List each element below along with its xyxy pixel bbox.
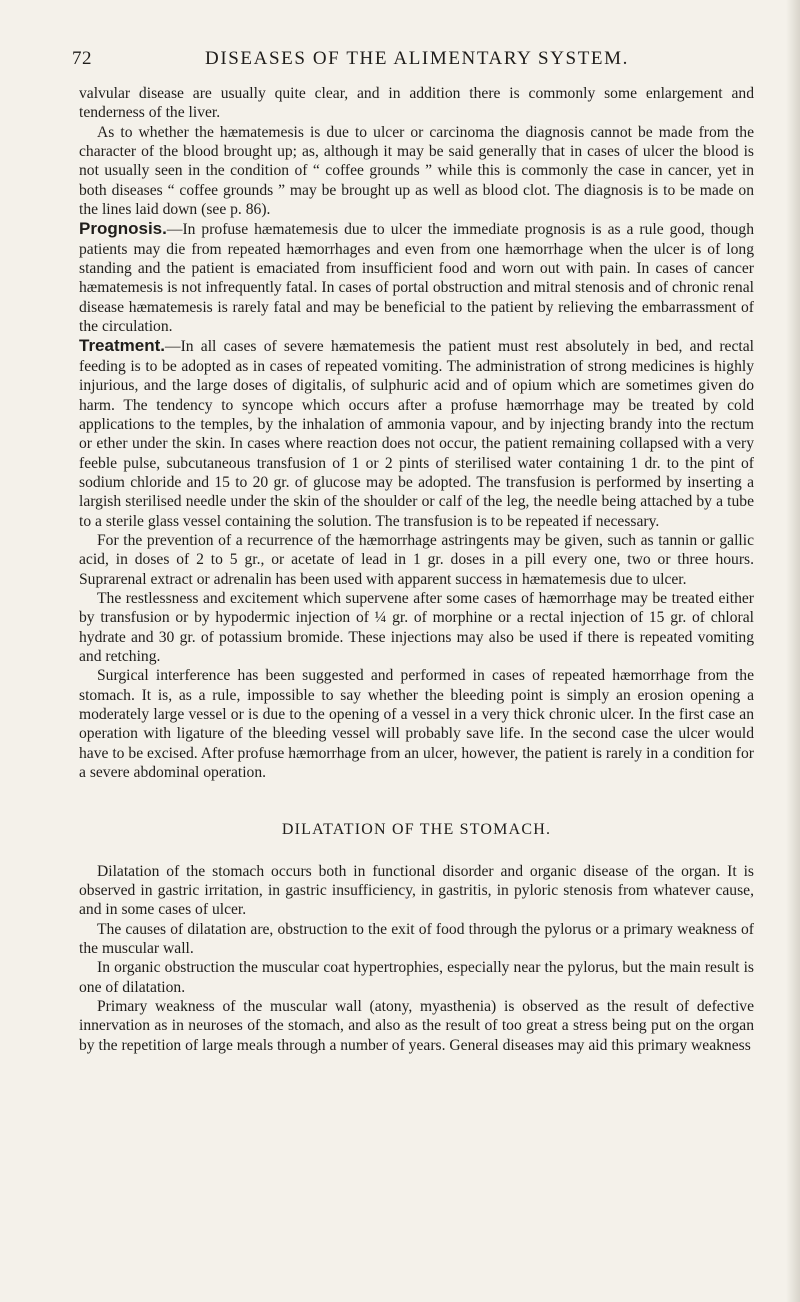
page-edge-shadow bbox=[786, 0, 800, 1302]
body-text bbox=[79, 84, 754, 1055]
paragraph-prevention: For the prevention of a recurrence of the hæmorrhage astringents may be given, such as tannin or gallic acid, in doses of 2 to 5 gr., or acetate of lead in 1 gr. doses in a pill every one, two or three hours. Suprarenal extract or adrenalin has been used with apparent success in hæmatemesis due to ulcer. bbox=[79, 531, 754, 588]
treatment-heading: Treatment. bbox=[79, 336, 165, 356]
paragraph-primary-weakness: Primary weakness of the muscular wall (atony, myasthenia) is observed as the result of defective innervation as in neuroses of the stomach, and also as the result of too great a stress being put on the organ by the repetition of large meals through a number of years. General diseases may aid this primary weakness bbox=[79, 998, 754, 1054]
paragraph-dilatation-occurrence: Dilatation of the stomach occurs both in functional disorder and organic disease of the organ. It is observed in gastric irritation, in gastric insufficiency, in gastritis, in pyloric stenosis from whatever cause, and in some cases of ulcer. bbox=[79, 862, 754, 919]
prognosis-text: —In profuse hæmatemesis due to ulcer the immediate prognosis is as a rule good, though patients may die from repeated hæmorrhages and even from one hæmorrhage when the ulcer is of long standing and the patient is emaciated from insufficient food and worn out with pain. In cases of cancer hæmatemesis is not infrequently fatal. In cases of portal obstruction and mitral stenosis and of chronic renal disease hæmatemesis is rarely fatal and may be beneficial to the patient by relieving the embarrassment of the circulation. bbox=[79, 221, 754, 336]
paragraph-surgical: Surgical interference has been suggested and performed in cases of repeated hæmorrhage from the stomach. It is, as a rule, impossible to say whether the bleeding point is simply an erosion opening a moderately large vessel or is due to the opening of a vessel in a very thick chronic ulcer. In the first case an operation with ligature of the bleeding vessel will probably save life. In the second case the ulcer would have to be excised. After profuse hæmorrhage from an ulcer, however, the patient is rarely in a condition for a severe abdominal operation. bbox=[79, 667, 754, 782]
paragraph-dilatation-causes: The causes of dilatation are, obstruction to the exit of food through the pylorus or a primary weakness of the muscular wall. bbox=[79, 920, 754, 958]
section-title: DILATATION OF THE STOMACH. bbox=[281, 821, 552, 839]
page-number: 72 bbox=[72, 48, 92, 69]
paragraph-prognosis bbox=[79, 219, 754, 336]
paragraph-organic-obstruction: In organic obstruction the muscular coat hypertrophies, especially near the pylorus, but the main result is one of dilatation. bbox=[79, 959, 754, 996]
paragraph-treatment bbox=[79, 336, 754, 530]
paragraph-diagnosis: As to whether the hæmatemesis is due to ulcer or carcinoma the diagnosis cannot be made from the character of the blood brought up; as, although it may be said generally that in cases of ulcer the blood is not usually seen in the condition of “ coffee grounds ” while this is commonly the case in cancer, yet in both diseases “ coffee grounds ” may be brought up as well as blood clot. The diagnosis is to be made on the lines laid down (see p. 86). bbox=[79, 123, 754, 219]
treatment-text: —In all cases of severe hæmatemesis the patient must rest absolutely in bed, and rectal feeding is to be adopted as in cases of repeated vomiting. The administration of strong medicines is highly injurious, and the large doses of digitalis, of sulphuric acid and of opium which are sometimes given do harm. The tendency to syncope which occurs after a profuse hæmorrhage may be treated by cold applications to the temples, by the inhalation of ammonia vapour, and by injecting brandy into the rectum or ether under the skin. In cases where reaction does not occur, the patient remaining collapsed with a very feeble pulse, subcutaneous transfusion of 1 or 2 pints of sterilised water containing 1 dr. to the pint of sodium chloride and 15 to 20 gr. of glucose may be adopted. The transfusion is performed by inserting a largish sterilised needle under the skin of the shoulder or calf of the leg, the needle being attached by a tube to a sterile glass vessel containing the solution. The transfusion is to be repeated if necessary. bbox=[79, 338, 754, 530]
prognosis-heading: Prognosis. bbox=[79, 219, 167, 239]
running-head: DISEASES OF THE ALIMENTARY SYSTEM. bbox=[205, 48, 629, 69]
paragraph-restlessness: The restlessness and excitement which supervene after some cases of hæmorrhage may be treated either by transfusion or by hypodermic injection of ¼ gr. of morphine or a rectal injection of 15 gr. of chloral hydrate and 30 gr. of potassium bromide. These injections may also be used if there is repeated vomiting and retching. bbox=[79, 589, 754, 665]
page-header bbox=[72, 48, 762, 76]
paragraph-liver: valvular disease are usually quite clear, and in addition there is commonly some enlargement and tenderness of the liver. bbox=[79, 85, 754, 122]
